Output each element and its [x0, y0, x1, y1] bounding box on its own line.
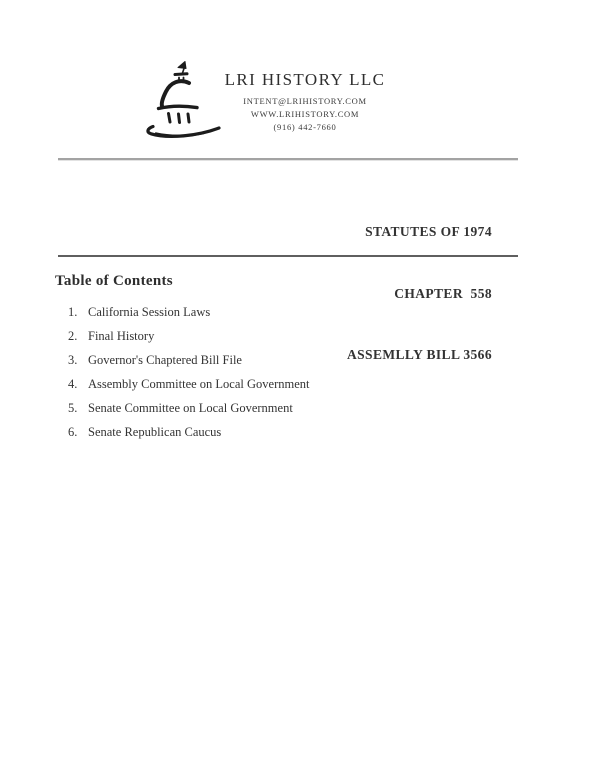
toc-item-label: California Session Laws: [88, 305, 211, 319]
statutes-line: STATUTES OF 1974: [365, 224, 492, 239]
toc-item-label: Senate Committee on Local Government: [88, 401, 293, 415]
divider-bottom: [58, 255, 518, 257]
toc-item: [68, 348, 309, 372]
toc-item: [68, 396, 309, 420]
toc-item: [68, 372, 309, 396]
toc-item-label: Assembly Committee on Local Government: [88, 377, 310, 391]
toc-item-label: Final History: [88, 329, 155, 343]
toc-item-label: Governor's Chaptered Bill File: [88, 353, 242, 367]
toc-item-number: 5.: [68, 401, 78, 415]
toc-heading: Table of Contents: [55, 273, 173, 289]
toc-item: [68, 300, 309, 324]
assembly-bill-line: ASSEMLLY BILL 3566: [346, 347, 492, 362]
divider-top: [58, 158, 518, 161]
letterhead: [155, 70, 455, 134]
statute-title-block: [347, 181, 492, 407]
toc-item-number: 3.: [68, 353, 78, 367]
toc-item: [68, 324, 309, 348]
email-address: INTENT@LRIHISTORY.COM: [243, 96, 367, 106]
toc-item-label: Senate Republican Caucus: [88, 425, 222, 439]
company-name: LRI HISTORY LLC: [224, 70, 386, 89]
toc-item-number: 1.: [68, 305, 78, 319]
toc-item-number: 6.: [68, 425, 78, 439]
toc-item-number: 2.: [68, 329, 78, 343]
toc-item: [68, 420, 309, 444]
website-address: WWW.LRIHISTORY.COM: [250, 109, 360, 119]
toc-list: [68, 300, 309, 444]
phone-number: (916) 442-7660: [273, 122, 337, 132]
toc-item-number: 4.: [68, 377, 78, 391]
chapter-line: CHAPTER 558: [394, 285, 492, 301]
